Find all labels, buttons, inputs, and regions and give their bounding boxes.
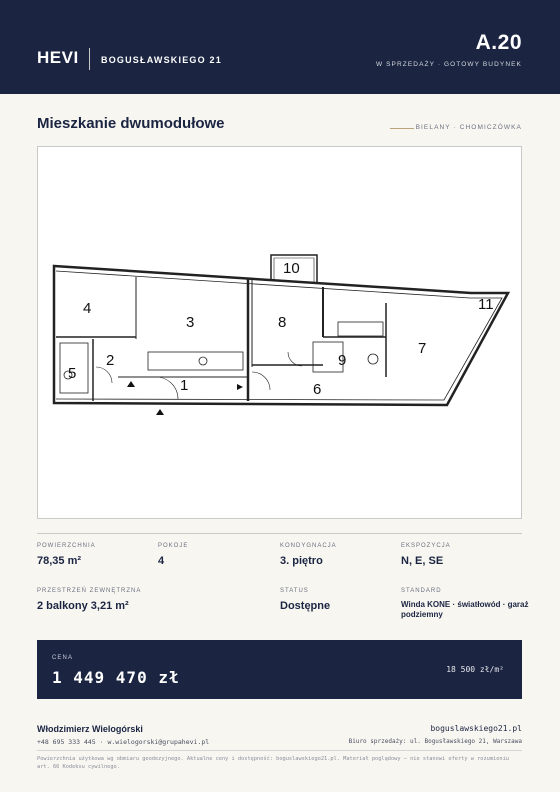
- agent-name: Włodzimierz Wielogórski: [37, 724, 143, 734]
- door-swing: [96, 367, 112, 383]
- spec-standard-value: Winda KONE · światłowód · garaż podziemny: [401, 600, 529, 619]
- brand-logo[interactable]: HEVI: [37, 48, 79, 67]
- spec-outdoor-label: PRZESTRZEŃ ZEWNĘTRZNA: [37, 588, 142, 594]
- floorplan-frame: [37, 146, 522, 519]
- location-accent-line: [390, 128, 414, 129]
- spec-standard: [401, 588, 531, 620]
- spec-area-value: 78,35 m²: [37, 555, 82, 567]
- building-address: BOGUSŁAWSKIEGO 21: [101, 55, 222, 65]
- toilet-fixture: [368, 354, 378, 364]
- spec-exposure-label: EKSPOZYCJA: [401, 543, 451, 549]
- bathroom-cabinet: [338, 322, 383, 336]
- door-swing: [252, 372, 270, 390]
- kitchen-counter: [148, 352, 243, 370]
- room-number-7: 7: [418, 340, 427, 357]
- room-number-1: 1: [180, 377, 189, 394]
- spec-floor-label: KONDYGNACJA: [280, 543, 337, 549]
- price-value: 1 449 470 zł: [52, 668, 180, 687]
- outer-wall: [54, 266, 508, 405]
- room-number-10: 10: [283, 260, 300, 277]
- website-link[interactable]: boguslawskiego21.pl: [430, 724, 522, 733]
- spec-rooms: [158, 543, 188, 567]
- room-number-8: 8: [278, 314, 287, 331]
- price-box: [37, 640, 522, 699]
- entry-arrow: [127, 381, 135, 387]
- floorplan-drawing: [38, 147, 521, 518]
- location-label: BIELANY · CHOMICZÓWKA: [415, 124, 522, 131]
- spec-standard-label: STANDARD: [401, 588, 442, 594]
- price-per-sqm: 18 500 zł/m²: [446, 665, 504, 674]
- specs-divider: [37, 533, 522, 534]
- room-number-5: 5: [68, 365, 77, 382]
- brand-divider: [89, 48, 90, 70]
- entry-arrow: [237, 384, 243, 390]
- entry-arrow: [156, 409, 164, 415]
- spec-exposure: [401, 543, 451, 567]
- room-number-3: 3: [186, 314, 195, 331]
- unit-status: W SPRZEDAŻY · GOTOWY BUDYNEK: [375, 61, 522, 68]
- room-number-6: 6: [313, 381, 322, 398]
- footer-divider: [37, 750, 522, 751]
- spec-status-value: Dostępne: [280, 600, 331, 612]
- spec-rooms-value: 4: [158, 555, 165, 567]
- sales-office-address: Biuro sprzedaży: ul. Bogusławskiego 21, Warszawa: [348, 738, 522, 745]
- price-label: CENA: [52, 655, 74, 661]
- spec-floor: [280, 543, 337, 567]
- spec-area: [37, 543, 96, 567]
- sink-fixture: [199, 357, 207, 365]
- spec-exposure-value: N, E, SE: [401, 555, 444, 567]
- spec-area-label: POWIERZCHNIA: [37, 543, 96, 549]
- spec-rooms-label: POKOJE: [158, 543, 189, 549]
- header-bar: [0, 0, 560, 94]
- room-number-4: 4: [83, 300, 92, 317]
- room-number-9: 9: [338, 352, 347, 369]
- room-number-2: 2: [106, 352, 115, 369]
- door-swing: [288, 352, 302, 366]
- unit-id: A.20: [475, 31, 522, 54]
- spec-outdoor: [37, 588, 141, 612]
- room-number-11: 11: [478, 296, 494, 313]
- spec-status-label: STATUS: [280, 588, 309, 594]
- spec-outdoor-value: 2 balkony 3,21 m²: [37, 600, 129, 612]
- page-title: Mieszkanie dwumodułowe: [37, 115, 225, 132]
- agent-contact[interactable]: +48 695 333 445 · w.wielogorski@grupahevi.pl: [37, 738, 210, 746]
- door-swing: [156, 377, 178, 399]
- spec-status: [280, 588, 330, 612]
- legal-disclaimer: Powierzchnia użytkowa wg obmiaru geodezyjnego. Aktualne ceny i dostępność: boguslawskiego21.pl. Materiał poglądowy — nie stanowi oferty w rozumieniu art. 66 Kodeksu cywilnego.: [37, 756, 509, 770]
- spec-floor-value: 3. piętro: [280, 555, 323, 567]
